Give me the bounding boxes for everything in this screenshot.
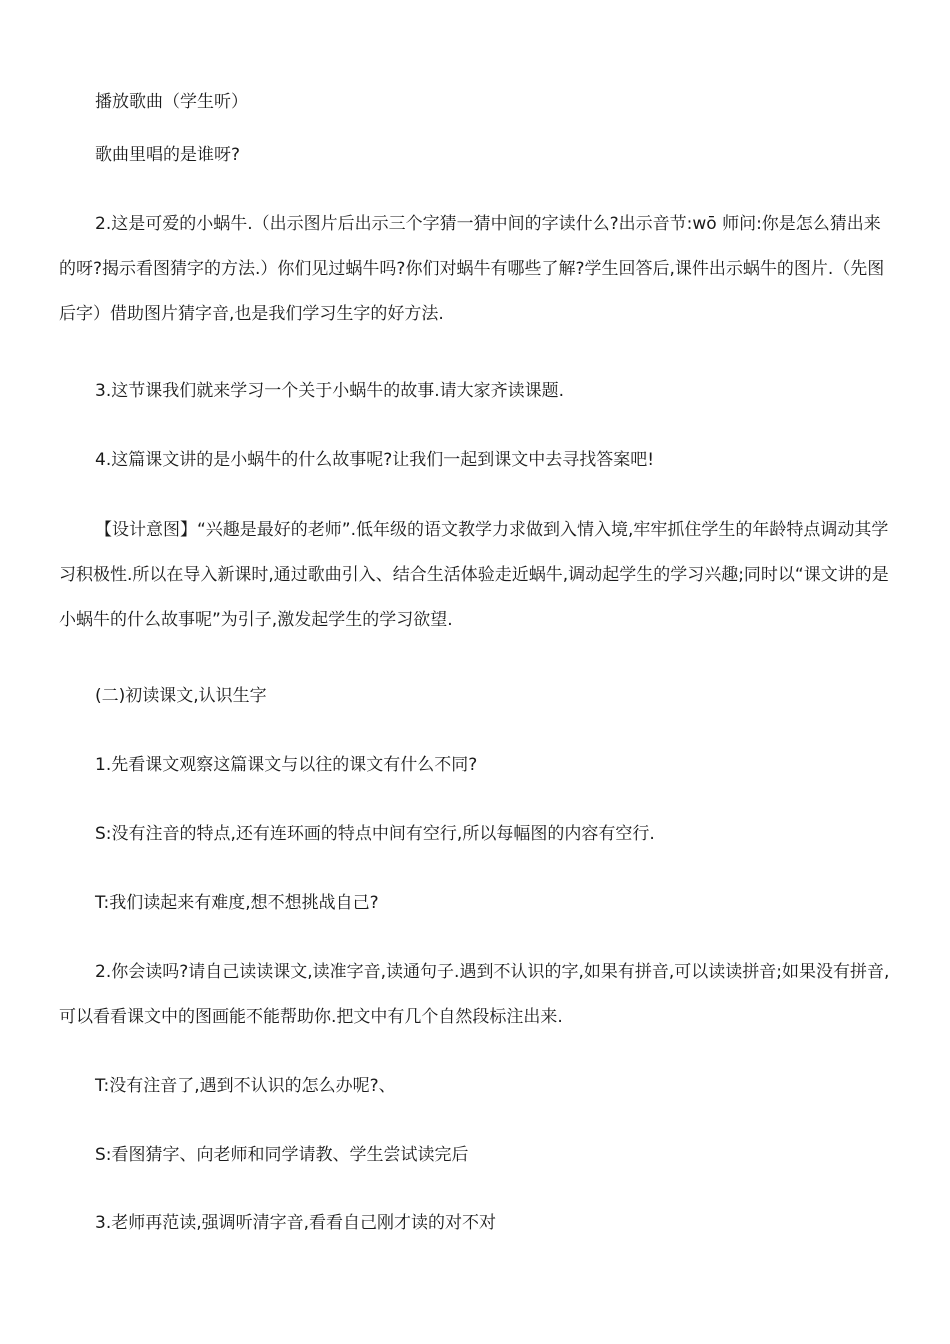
paragraph-teacher-question: T:没有注音了,遇到不认识的怎么办呢?、 [95,1076,396,1096]
paragraph-student-answer: S:没有注音的特点,还有连环画的特点中间有空行,所以每幅图的内容有空行. [95,824,655,844]
section-heading-first-reading: (二)初读课文,认识生字 [95,686,267,706]
paragraph-design-intent: 【设计意图】“兴趣是最好的老师”.低年级的语文教学力求做到入情入境,牢牢抓住学生的年龄特点调动其学习积极性.所以在导入新课时,通过歌曲引入、结合生活体验走近蜗牛,调动起学生的学习兴趣;同时以“课文讲的是小蜗牛的什么故事呢”为引子,激发起学生的学习欲望. [59,520,889,630]
paragraph-step-3-title: 3.这节课我们就来学习一个关于小蜗牛的故事.请大家齐读课题. [95,381,565,401]
paragraph-step-4-story: 4.这篇课文讲的是小蜗牛的什么故事呢?让我们一起到课文中去寻找答案吧! [95,450,655,470]
paragraph-song-question: 歌曲里唱的是谁呀? [95,145,241,165]
paragraph-play-song: 播放歌曲（学生听） [95,92,248,112]
paragraph-step-3-model-read: 3.老师再范读,强调听清字音,看看自己刚才读的对不对 [95,1213,497,1233]
paragraph-step-2-read: 2.你会读吗?请自己读读课文,读准字音,读通句子.遇到不认识的字,如果有拼音,可以读读拼音;如果没有拼音,可以看看课文中的图画能不能帮助你.把文中有几个自然段标注出来. [59,962,890,1027]
paragraph-teacher-challenge: T:我们读起来有难度,想不想挑战自己? [95,893,379,913]
paragraph-step-2-snail: 2.这是可爱的小蜗牛.（出示图片后出示三个字猜一猜中间的字读什么?出示音节:wō 师问:你是怎么猜出来的呀?揭示看图猜字的方法.）你们见过蜗牛吗?你们对蜗牛有哪些了解?学生回答后,课件出示蜗牛的图片.（先图后字）借助图片猜字音,也是我们学习生字的好方法. [59,214,885,324]
paragraph-step-1-observe: 1.先看课文观察这篇课文与以往的课文有什么不同? [95,755,478,775]
paragraph-student-methods: S:看图猜字、向老师和同学请教、学生尝试读完后 [95,1145,469,1165]
